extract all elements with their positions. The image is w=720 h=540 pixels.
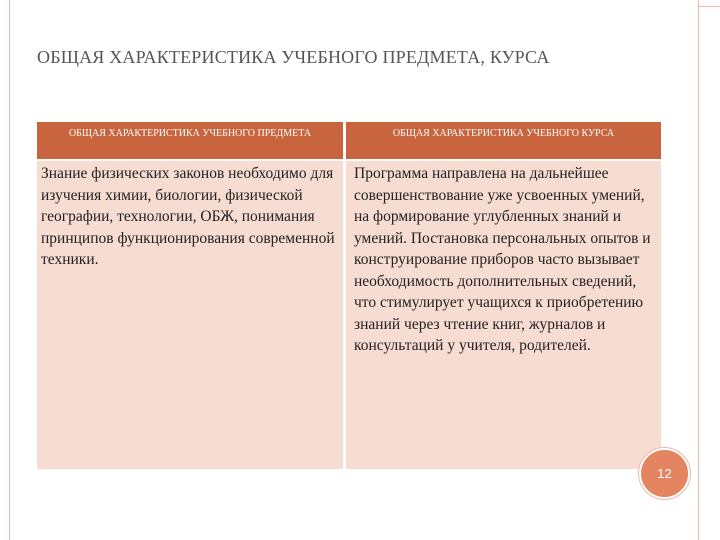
slide-title: ОБЩАЯ ХАРАКТЕРИСТИКА УЧЕБНОГО ПРЕДМЕТА, КУРСА bbox=[37, 47, 550, 67]
frame-right-line bbox=[698, 0, 699, 540]
table-cell-subject: Знание физических законов необходимо для изучения химии, биологии, физической географии, технологии, ОБЖ, понимания принципов функционирования современной техники. bbox=[37, 161, 343, 469]
table-header-course: ОБЩАЯ ХАРАКТЕРИСТИКА УЧЕБНОГО КУРСА bbox=[346, 122, 661, 159]
page-number-badge: 12 bbox=[639, 448, 690, 499]
frame-left-line bbox=[9, 0, 10, 540]
table-cell-course: Программа направлена на дальнейшее совершенствование уже усвоенных умений, на формирование углубленных знаний и умений. Постановка персональных опытов и конструирование приборов часто вызывает необходимость дополнительных сведений, что стимулирует учащихся к приобретению знаний через чтение книг, журналов и консультаций у учителя, родителей. bbox=[346, 161, 661, 469]
frame-top-line bbox=[698, 6, 720, 7]
characteristics-table bbox=[37, 122, 661, 469]
table-header-subject: ОБЩАЯ ХАРАКТЕРИСТИКА УЧЕБНОГО ПРЕДМЕТА bbox=[37, 122, 343, 159]
